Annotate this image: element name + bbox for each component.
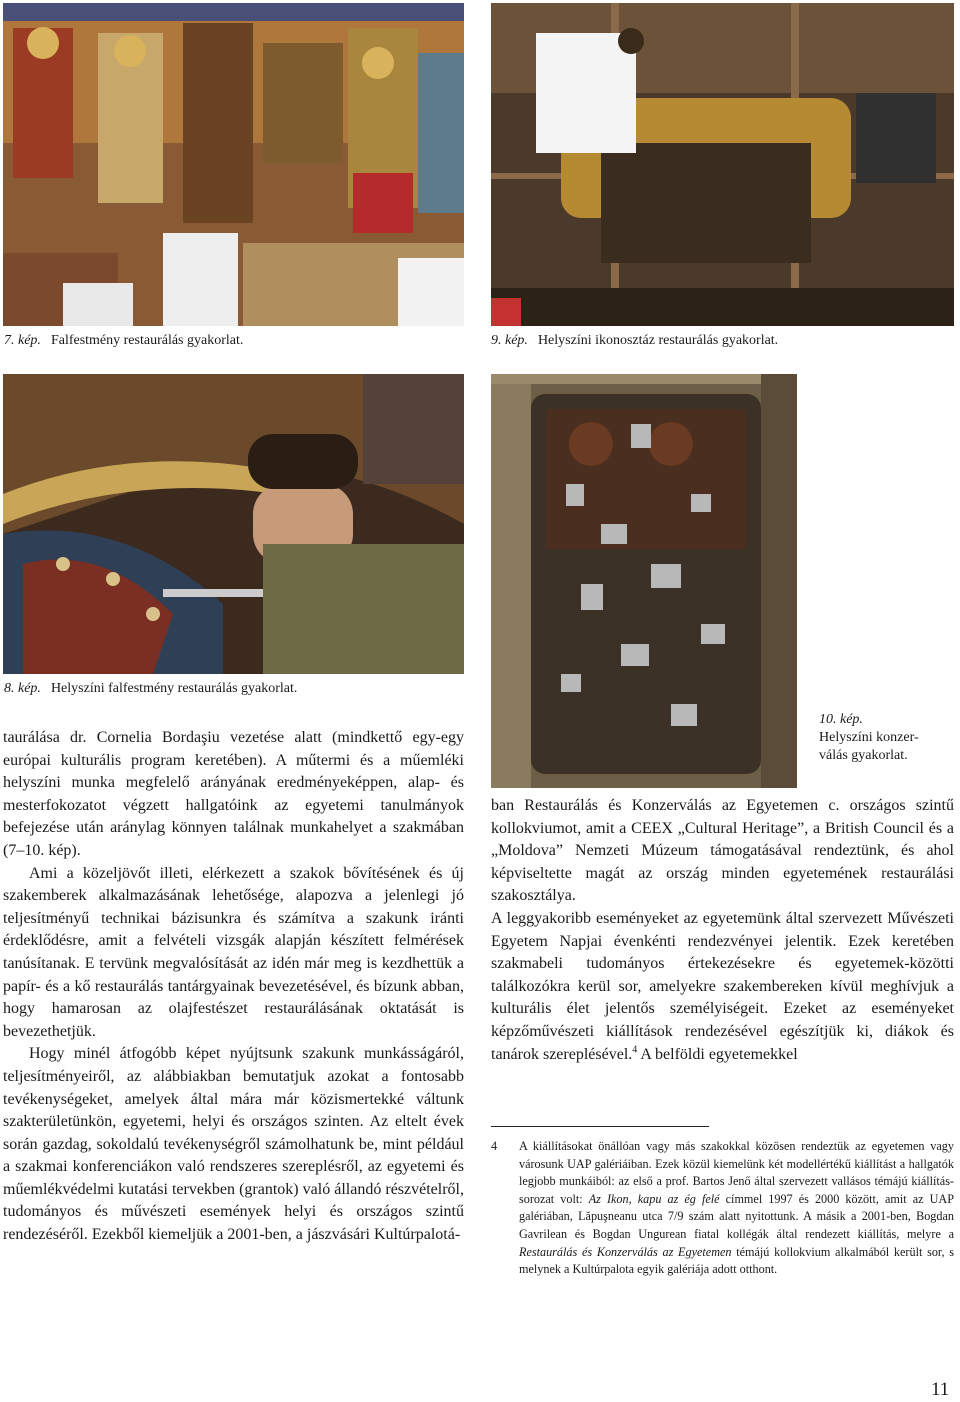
footnote-text	[519, 1138, 954, 1279]
fig8-caption-text: Helyszíni falfestmény restaurálás gyakorlat.	[50, 681, 298, 696]
right-column	[491, 795, 954, 1066]
fig8-label: 8. kép.	[4, 681, 41, 696]
right-paragraph-1: ban Restaurálás és Konzerválás az Egyetemen c. országos szintű kollokviumot, amit a CEEX „Cultural Heritage”, a British Council és a „Moldova” Nemzeti Múzeum támogatásával rendeztünk, és ahol képviseltette magát az ország minden egyetemének restaurálási szakosztálya.	[491, 797, 954, 905]
footnote-rule	[491, 1126, 709, 1127]
fig9-photo	[491, 3, 954, 326]
right-paragraph-2-text: A leggyakoribb eseményeket az egyetemünk által szervezett Művészeti Egyetem Napjai évenkénti rendezvényei jelentik. Ezek keretében szakmabeli tudományos értekezésekre és egyetemek-közötti találkozókra kerül sor, amelyekre szakembereken kívül meghívjuk a kulturális élet jelentős személyiségeit. Ezeket az eseményeket képzőművészeti kiállítások rendezésével egészítjük ki, diákok és tanárok szereplésével.	[491, 909, 954, 1063]
footnote-text-c: témájú kollokvium alkalmából került sor, s melynek a Kultúrpalota egyik galériája adott otthont.	[519, 1244, 954, 1277]
left-paragraph-2: Ami a közeljövőt illeti, elérkezett a szakok bővítésének és új szakemberek alkalmazásának lehetősége, alapozva a jelenlegi jó teljesítményű technikai bázisunkra és számítva a szakunk iránti érdeklődésre, amit a felvételi vizsgák alapján készített felmérések tanúsítanak. E tervünk megvalósítását az idén már meg is kezdhettük a papír- és a kő restaurálás tantárgyainak bevezetésével, és bízunk abban, hogy hamarosan az olajfestészet restaurálásának oktatását is bevezethetjük.	[3, 864, 464, 1040]
footnote-ref[interactable]: 4	[632, 1044, 638, 1056]
footnote-title-2: Restaurálás és Konzerválás az Egyetemen	[519, 1244, 732, 1259]
left-paragraph-1: taurálása dr. Cornelia Bordaşiu vezetése alatt (mindkettő egy-egy európai kulturális program keretében). A műtermi és a műemléki helyszíni munka megfelelő arányának eredményeképpen, alap- és mesterfokozatot végzett hallgatóink az egyetemi tanulmányok befejezése után aránylag könnyen találnak munkahelyet a szakmában (7–10. kép).	[3, 729, 464, 859]
footnote	[491, 1138, 954, 1279]
right-paragraph-2	[491, 908, 954, 1066]
fig10-photo	[491, 374, 797, 788]
fig8-caption	[4, 680, 297, 697]
fig8-photo	[3, 374, 464, 674]
footnote-number: 4	[491, 1139, 498, 1153]
fig10-caption-line1: Helyszíni konzer-	[819, 730, 919, 745]
footnote-text-a: A kiállításokat önállóan vagy más szakokkal közösen rendeztük az egyetemen vagy városunk UAP galériáiban. Ezek közül kiemelünk két modellértékű kiállítást a hallgatók legjobb munkáiból: az első a prof. Bartos Jenő által szervezett vallásos témájú kiállítás-sorozat volt:	[519, 1139, 954, 1206]
page-number: 11	[931, 1379, 950, 1400]
left-paragraph-3: Hogy minél átfogóbb képet nyújtsunk szakunk munkásságáról, teljesítményeiről, az alábbiakban bemutatjuk azokat a fontosabb tevékenységeket, amelyek által mára már közismertekké váltunk szakterületünkön, egyetemi, helyi és országos szinten. Az eltelt évek során gazdag, sokoldalú tevékenységről számolhatunk be, mint például a szakmai konferenciákon való rendszeres szereplésről, az egyetemi és műemlékvédelmi kutatási tervekben (grantok) való állandó részvételről, tudományos és művészeti események helyi és országos szintű rendezéséről. Ezekből kiemeljük a 2001-ben, a jászvásári Kultúrpalotá-	[3, 1045, 464, 1244]
fig10-label: 10. kép.	[819, 712, 863, 727]
footnote-title-1: Az Ikon, kapu az ég felé	[588, 1191, 720, 1206]
fig9-label: 9. kép.	[491, 333, 528, 348]
fig7-label: 7. kép.	[4, 333, 41, 348]
footnote-text-b: címmel 1997 és 2000 között, amit az UAP galériában, Lăpuşneanu utca 7/9 szám alatt nyitottunk. A másik a 2001-ben, Bogdan Gavrilean és Bogdan Ungurean fiatal kollégák által rendezett kiállítás, melyre a	[519, 1191, 954, 1241]
fig7-photo	[3, 3, 464, 326]
fig7-caption-text: Falfestmény restaurálás gyakorlat.	[50, 333, 244, 348]
fig9-caption-text: Helyszíni ikonosztáz restaurálás gyakorlat.	[537, 333, 779, 348]
fig7-caption	[4, 332, 243, 349]
right-paragraph-2-end: A belföldi egyetemekkel	[637, 1045, 798, 1063]
fig10-caption-line2: válás gyakorlat.	[819, 748, 908, 763]
fig9-caption	[491, 332, 778, 349]
left-column	[3, 727, 464, 1247]
fig10-caption	[819, 711, 919, 765]
